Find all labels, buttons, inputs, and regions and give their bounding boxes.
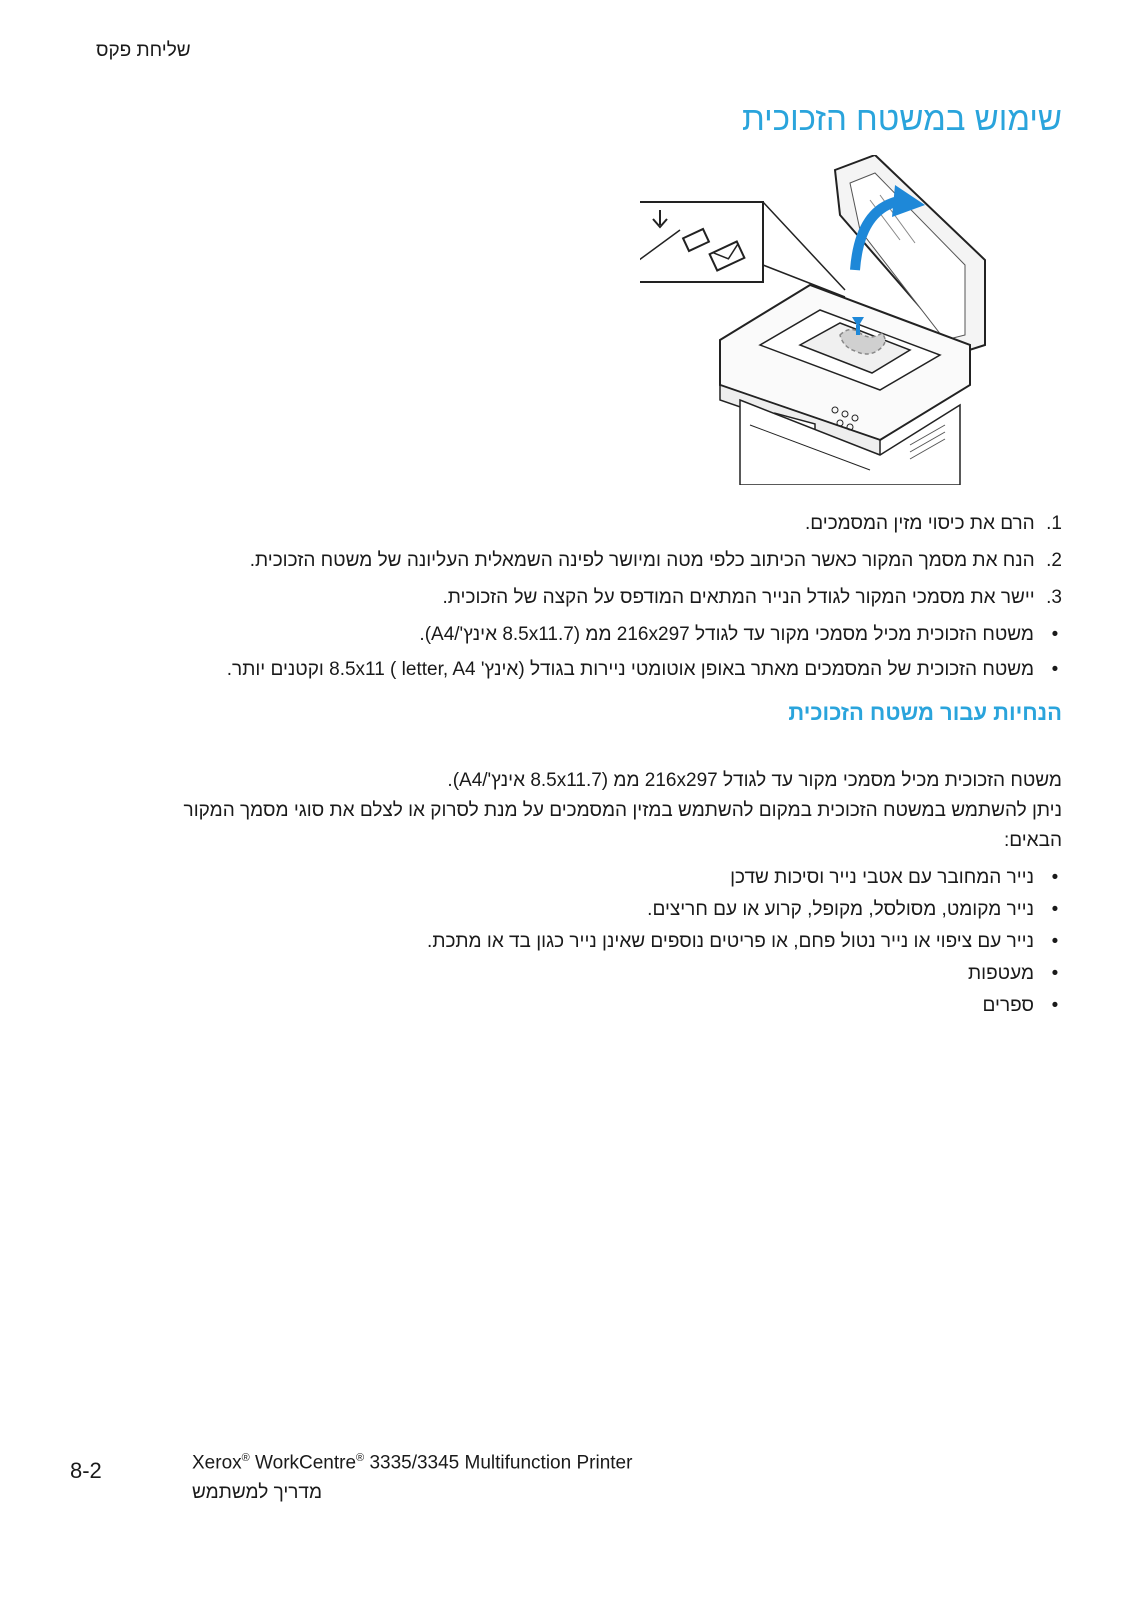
notes-list xyxy=(62,617,1062,687)
paragraph: ניתן להשתמש במשטח הזכוכית במקום להשתמש במזין המסמכים על מנת לסרוק או לצלם את סוגי מסמך המקור xyxy=(183,800,1062,821)
step-item: 3. יישר את מסמכי המקור לגודל הנייר המתאים המודפס על הקצה של הזכוכית. xyxy=(442,587,1062,608)
guideline-item: •ספרים xyxy=(982,995,1059,1016)
running-header: שליחת פקס xyxy=(96,40,191,61)
steps-list xyxy=(62,505,1062,616)
paragraph: הבאים: xyxy=(1003,830,1062,851)
step-item: 2. הנח את מסמך המקור כאשר הכיתוב כלפי מטה ומיושר לפינה השמאלית העליונה של משטח הזכוכית. xyxy=(249,550,1062,571)
guideline-item: •נייר מקומט, מסולסל, מקופל, קרוע או עם חריצים. xyxy=(647,899,1059,920)
printer-scanner-glass-illustration xyxy=(640,155,1060,485)
guideline-item: •נייר עם ציפוי או נייר נטול פחם, או פריטים נוספים שאינן נייר כגון בד או מתכת. xyxy=(427,931,1059,952)
guideline-item: •מעטפות xyxy=(968,963,1059,984)
paragraph: משטח הזכוכית מכיל מסמכי מקור עד לגודל 216x297 ממ (8.5x11.7 אינץ'/A4). xyxy=(447,770,1062,791)
footer-product: Xerox® WorkCentre® 3335/3345 Multifunction Printer xyxy=(192,1452,633,1474)
step-item: 1. הרם את כיסוי מזין המסמכים. xyxy=(804,513,1062,534)
note-item: •משטח הזכוכית מכיל מסמכי מקור עד לגודל 216x297 ממ (8.5x11.7 אינץ'/A4). xyxy=(419,624,1059,645)
guidelines-list xyxy=(62,862,1062,1022)
page-number: 8-2 xyxy=(70,1458,102,1483)
guideline-item: •נייר המחובר עם אטבי נייר וסיכות שדכן xyxy=(730,867,1059,888)
page-title: שימוש במשטח הזכוכית xyxy=(742,100,1062,137)
note-item: •משטח הזכוכית של המסמכים מאתר באופן אוטומטי ניירות בגודל (אינץ' 8.5x11 ( letter, A4 וקטנים יותר. xyxy=(226,659,1059,680)
footer-guide: מדריך למשתמש xyxy=(192,1482,323,1503)
section-heading: הנחיות עבור משטח הזכוכית xyxy=(788,700,1062,725)
